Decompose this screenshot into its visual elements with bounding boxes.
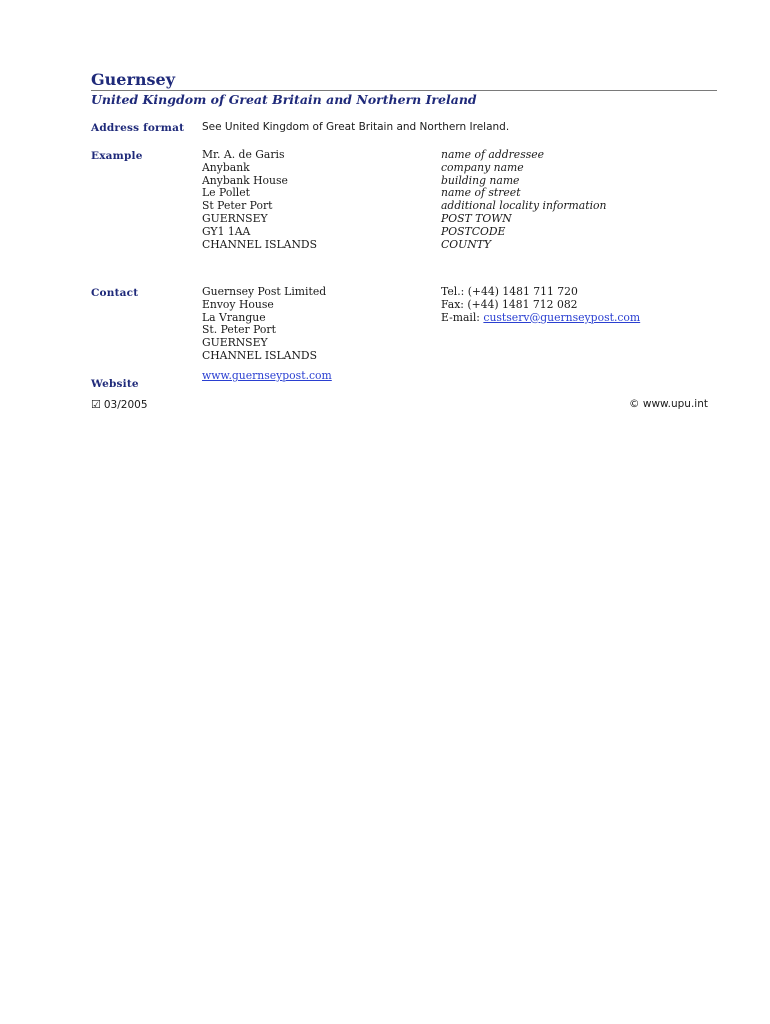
footer-date-text: 03/2005 xyxy=(103,399,148,411)
page-title: Guernsey xyxy=(91,70,176,89)
example-description: name of addressee xyxy=(441,148,545,161)
example-address xyxy=(202,149,317,251)
address-format-label: Address format xyxy=(91,122,185,134)
website-row xyxy=(202,370,332,383)
example-description: COUNTY xyxy=(441,237,491,251)
contact-details xyxy=(441,286,640,324)
example-label: Example xyxy=(91,150,143,162)
example-description: POST TOWN xyxy=(441,211,512,225)
contact-address xyxy=(202,286,326,363)
example-description: POSTCODE xyxy=(441,224,506,238)
contact-email-prefix: E-mail: xyxy=(441,310,484,324)
checkbox-icon: ☑ xyxy=(91,398,101,411)
example-line: GUERNSEY xyxy=(202,211,268,225)
contact-fax: Fax: (+44) 1481 712 082 xyxy=(441,297,578,311)
contact-line: GUERNSEY xyxy=(202,336,268,350)
example-descriptions xyxy=(441,149,606,251)
website-label: Website xyxy=(91,378,139,390)
example-description: additional locality information xyxy=(441,199,607,213)
example-description: name of street xyxy=(441,186,521,200)
page-subtitle: United Kingdom of Great Britain and Northern Ireland xyxy=(91,92,477,107)
footer-copyright: © www.upu.int xyxy=(629,398,708,410)
example-line: Anybank House xyxy=(202,173,288,187)
example-description: building name xyxy=(441,173,520,187)
example-line: Anybank xyxy=(202,160,250,174)
example-line: GY1 1AA xyxy=(202,224,251,238)
contact-line: La Vrangue xyxy=(202,310,266,324)
title-divider xyxy=(91,90,717,91)
contact-label: Contact xyxy=(91,287,139,299)
contact-email-row xyxy=(441,312,640,325)
example-description: company name xyxy=(441,160,524,174)
contact-line: St. Peter Port xyxy=(202,323,276,337)
example-line: St Peter Port xyxy=(202,199,273,213)
example-line: CHANNEL ISLANDS xyxy=(202,237,317,251)
website-link[interactable]: www.guernseypost.com xyxy=(202,369,332,382)
footer-date xyxy=(91,398,148,411)
contact-line: Guernsey Post Limited xyxy=(202,285,327,298)
example-line: Le Pollet xyxy=(202,186,250,200)
contact-tel: Tel.: (+44) 1481 711 720 xyxy=(441,285,578,298)
contact-email-link[interactable]: custserv@guernseypost.com xyxy=(483,310,641,324)
address-format-value: See United Kingdom of Great Britain and Northern Ireland. xyxy=(202,121,510,133)
example-line: Mr. A. de Garis xyxy=(202,148,285,161)
contact-line: CHANNEL ISLANDS xyxy=(202,348,317,362)
contact-line: Envoy House xyxy=(202,297,274,311)
